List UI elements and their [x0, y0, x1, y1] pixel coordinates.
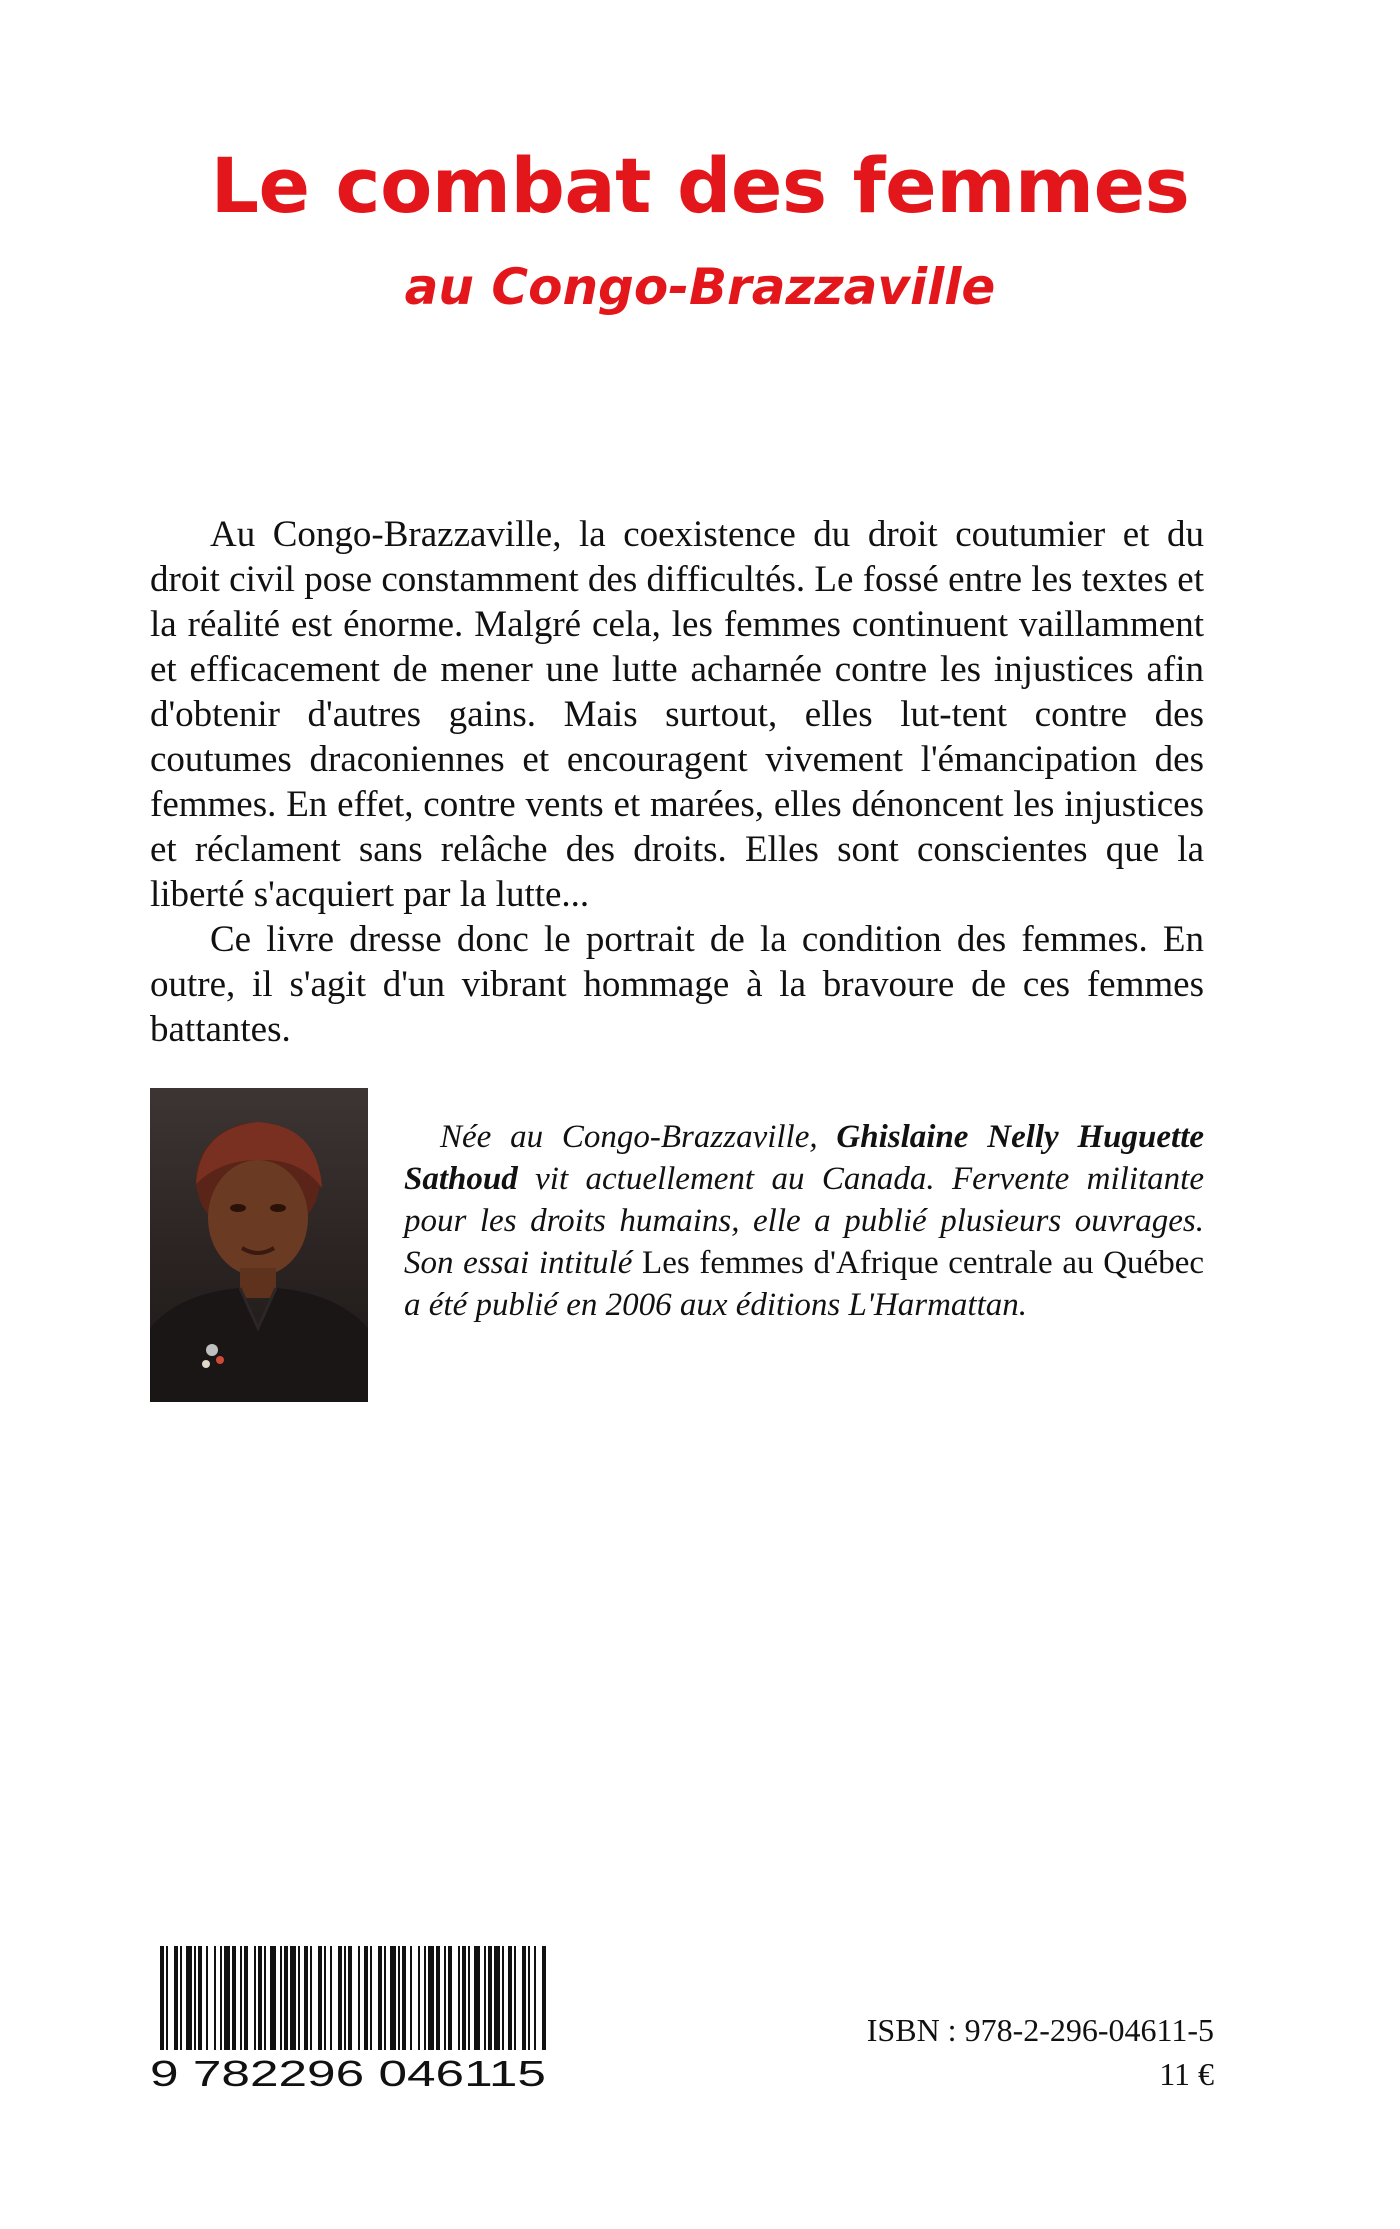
back-cover-blurb — [150, 512, 1204, 1052]
barcode-bar — [324, 1946, 326, 2050]
barcode-bar — [304, 1946, 308, 2050]
barcode-bar — [508, 1946, 512, 2050]
barcode-bar — [384, 1946, 386, 2050]
barcode-bar — [378, 1946, 382, 2050]
barcode-bar — [390, 1946, 396, 2050]
isbn-barcode — [150, 1946, 554, 2090]
barcode-bar — [174, 1946, 178, 2050]
barcode-bar — [240, 1946, 242, 2050]
barcode-bar — [186, 1946, 192, 2050]
barcode-bar — [310, 1946, 312, 2050]
barcode-bar — [462, 1946, 466, 2050]
author-bio-paragraph — [404, 1116, 1204, 1326]
barcode-bar — [264, 1946, 266, 2050]
barcode-bar — [160, 1946, 164, 2050]
barcode-bar — [180, 1946, 182, 2050]
barcode-bar — [418, 1946, 420, 2050]
barcode-bar — [402, 1946, 406, 2050]
barcode-bar — [280, 1946, 282, 2050]
barcode-bar — [542, 1946, 546, 2050]
isbn-block — [867, 2008, 1214, 2096]
barcode-bar — [344, 1946, 346, 2050]
barcode-bar — [232, 1946, 236, 2050]
barcode-bar — [290, 1946, 296, 2050]
barcode-bar — [398, 1946, 400, 2050]
barcode-bar — [214, 1946, 216, 2050]
barcode-bar — [338, 1946, 342, 2050]
barcode-bar — [298, 1946, 300, 2050]
book-title: Le combat des femmes — [210, 141, 1190, 230]
barcode-bar — [494, 1946, 500, 2050]
barcode-bar — [410, 1946, 412, 2050]
barcode-bar — [522, 1946, 526, 2050]
barcode-bar — [244, 1946, 248, 2050]
blurb-paragraph-2: Ce livre dresse donc le portrait de la condition des femmes. En outre, il s'agit d'un vibrant hommage à la bravoure de ces femmes battantes. — [150, 919, 1204, 1050]
bio-text-1: Née au Congo-Brazzaville, — [440, 1119, 837, 1155]
barcode-bar — [220, 1946, 222, 2050]
barcode-bar — [458, 1946, 460, 2050]
barcode-bar — [330, 1946, 332, 2050]
blurb-paragraph-1: Au Congo-Brazzaville, la coexistence du droit coutumier et du droit civil pose constamment des difficultés. Le fossé entre les textes et la réalité est énorme. Malgré cela, les femmes continuent vaillamment et efficacement de mener une lutte acharnée contre les injustices afin d'obtenir d'autres gains. Mais surtout, elles lut-tent contre des coutumes draconiennes et encouragent vivement l'émancipation des femmes. En effet, contre vents et marées, elles dénoncent les injustices et réclament sans relâche des droits. Elles sont conscientes que la liberté s'acquiert par la lutte... — [150, 514, 1204, 915]
barcode-bar — [254, 1946, 256, 2050]
barcode-bar — [424, 1946, 426, 2050]
barcode-bar — [364, 1946, 368, 2050]
barcode-digits: 9 782296 046115 — [150, 2053, 546, 2090]
barcode-bar — [224, 1946, 230, 2050]
barcode-bar — [534, 1946, 536, 2050]
barcode-bar — [468, 1946, 470, 2050]
barcode-bar — [528, 1946, 530, 2050]
barcode-bar — [194, 1946, 196, 2050]
barcode-bar — [502, 1946, 504, 2050]
book-subtitle: au Congo-Brazzaville — [404, 258, 996, 316]
barcode-bar — [444, 1946, 446, 2050]
barcode-bar — [198, 1946, 202, 2050]
barcode-bar — [348, 1946, 352, 2050]
barcode-bar — [258, 1946, 262, 2050]
barcode-bar — [428, 1946, 434, 2050]
previous-book-title: Les femmes d'Afrique centrale au Québec — [642, 1245, 1204, 1281]
bio-text-3: a été publié en 2006 aux éditions L'Harmattan. — [404, 1287, 1027, 1323]
bio-text-2: vit actuellement au Canada. Fervente militante pour les droits humains, elle a publié plusieurs ouvrages. Son essai intitulé — [404, 1161, 1204, 1281]
barcode-bar — [514, 1946, 516, 2050]
barcode-bar — [206, 1946, 208, 2050]
barcode-bar — [488, 1946, 492, 2050]
barcode-bar — [436, 1946, 440, 2050]
barcode-bar — [484, 1946, 486, 2050]
isbn-number: ISBN : 978-2-296-04611-5 — [866, 2012, 1214, 2048]
barcode-bar — [284, 1946, 288, 2050]
barcode-bar — [448, 1946, 452, 2050]
author-bio — [404, 1116, 1204, 1326]
barcode-bar — [318, 1946, 322, 2050]
barcode-bar — [358, 1946, 360, 2050]
author-name: Ghislaine Nelly Huguette Sathoud — [404, 1119, 1205, 1197]
price: 11 € — [1159, 2056, 1214, 2092]
barcode-bar — [270, 1946, 276, 2050]
barcode-bar — [474, 1946, 480, 2050]
barcode-bar — [370, 1946, 372, 2050]
author-photo — [150, 1088, 368, 1402]
barcode-bar — [166, 1946, 168, 2050]
